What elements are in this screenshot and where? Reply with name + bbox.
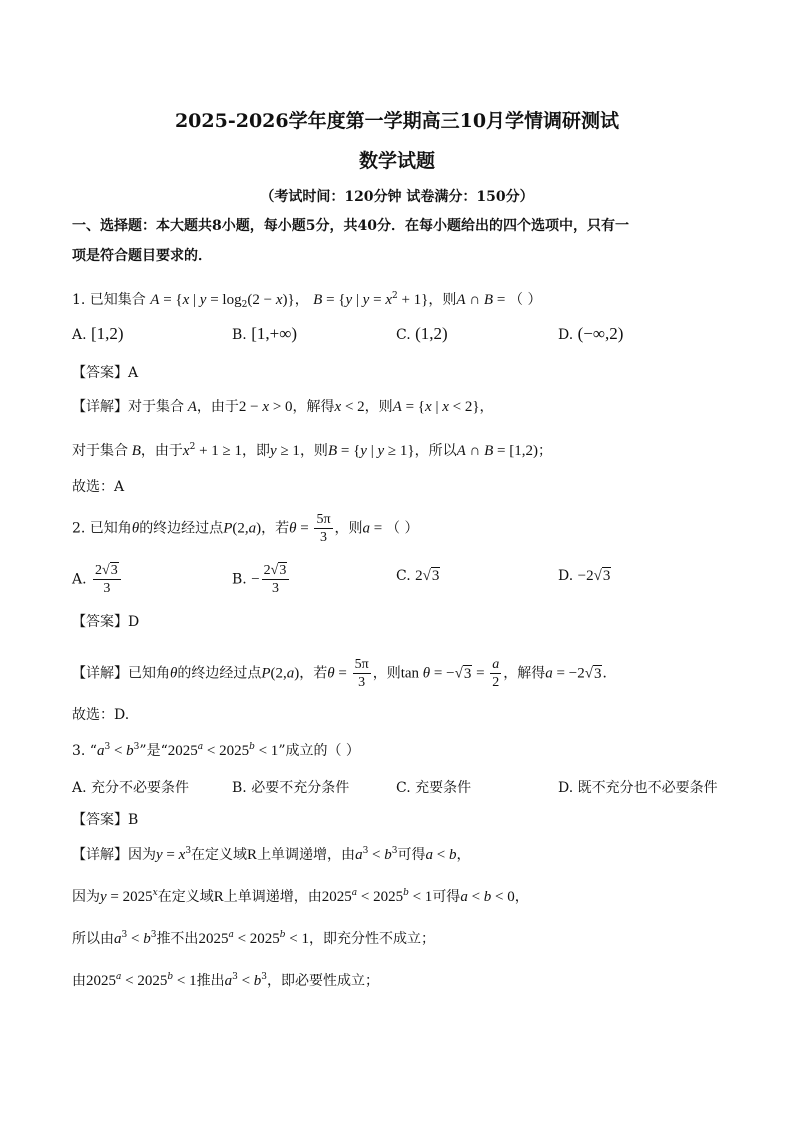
q1-option-b: B. [1,+∞) — [232, 324, 297, 343]
q1-detail-line2: 对于集合 B，由于$x^2 + 1 \ge 1$，即y ≥ 1，则B = {y | y ≥ 1}，所以A ∩ B = [1,2)； — [72, 442, 552, 459]
q2-option-c: C. 2√3 — [396, 568, 440, 584]
q2-option-d: D. −2√3 — [558, 568, 611, 584]
q2-answer: 【答案】D — [72, 614, 140, 630]
q3-option-a: A. 充分不必要条件 — [72, 780, 190, 796]
q3-detail-line4: 由$2025^a < 2025^b < 1$推出$a^3 < b^3$，即必要性成立； — [72, 972, 380, 989]
q3-answer: 【答案】B — [72, 812, 139, 828]
q1-detail-line1: 【详解】对于集合 A，由于2 − x > 0，解得x < 2，则A = {x | x < 2}， — [72, 399, 494, 415]
section-heading-line1: 一、选择题：本大题共8小题，每小题5分，共40分．在每小题给出的四个选项中，只有一 — [72, 218, 629, 234]
exam-title: 2025-2026学年度第一学期高三10月学情调研测试 — [174, 110, 620, 132]
q2-conclusion: 故选：D. — [72, 707, 130, 723]
q1-answer: 【答案】A — [72, 365, 139, 381]
section-heading-line2: 项是符合题目要求的． — [72, 248, 212, 264]
q3-option-d: D. 既不充分也不必要条件 — [558, 780, 718, 796]
q3-detail-line3: 所以由$a^3 < b^3$推不出$2025^a < 2025^b < 1$，即充分性不成立； — [72, 930, 436, 947]
q3-option-c: C. 充要条件 — [396, 780, 472, 796]
q1-option-d: D. (−∞,2) — [558, 324, 624, 343]
exam-info: （考试时间：120分钟 试卷满分：150分） — [260, 189, 534, 205]
question-3: 3. “$a^3 < b^3$”是“$2025^a < 2025^b < 1$”成立的（ ） — [72, 742, 360, 759]
q1-option-c: C. (1,2) — [396, 324, 448, 343]
q1-option-a: A. [1,2) — [72, 324, 124, 343]
q3-detail-line2: 因为$y = 2025^x$在定义域R上单调递增，由$2025^a < 2025^b < 1$可得a < b < 0， — [72, 888, 529, 905]
subject-title: 数学试题 — [358, 150, 435, 172]
q3-option-b: B. 必要不充分条件 — [232, 780, 350, 796]
q2-option-b: B. − $\frac{2√3}{3}$ — [232, 562, 291, 597]
q2-option-a: A. $\frac{2√3}{3}$ — [72, 562, 123, 597]
question-1: 1. 已知集合 A = {x | $y = \log_2(2 - x)$}， B = {y | $y = x^2 + 1$}，则A ∩ B = （ ） — [72, 291, 542, 310]
q2-detail: 【详解】已知角θ的终边经过点P(2,a)，若θ = $\frac{5\pi}{3}$ ，则tan θ = −√3 = $\frac{a}{2}$ ，解得a = −2√3． — [72, 657, 617, 690]
q1-conclusion: 故选：A — [72, 479, 125, 495]
q3-detail-line1: 【详解】因为$y = x^3$在定义域R上单调递增，由$a^3 < b^3$可得a < b， — [72, 846, 471, 863]
question-2: 2. 已知角θ的终边经过点P(2,a)，若θ = $\frac{5\pi}{3}$ ，则a = （ ） — [72, 512, 419, 545]
